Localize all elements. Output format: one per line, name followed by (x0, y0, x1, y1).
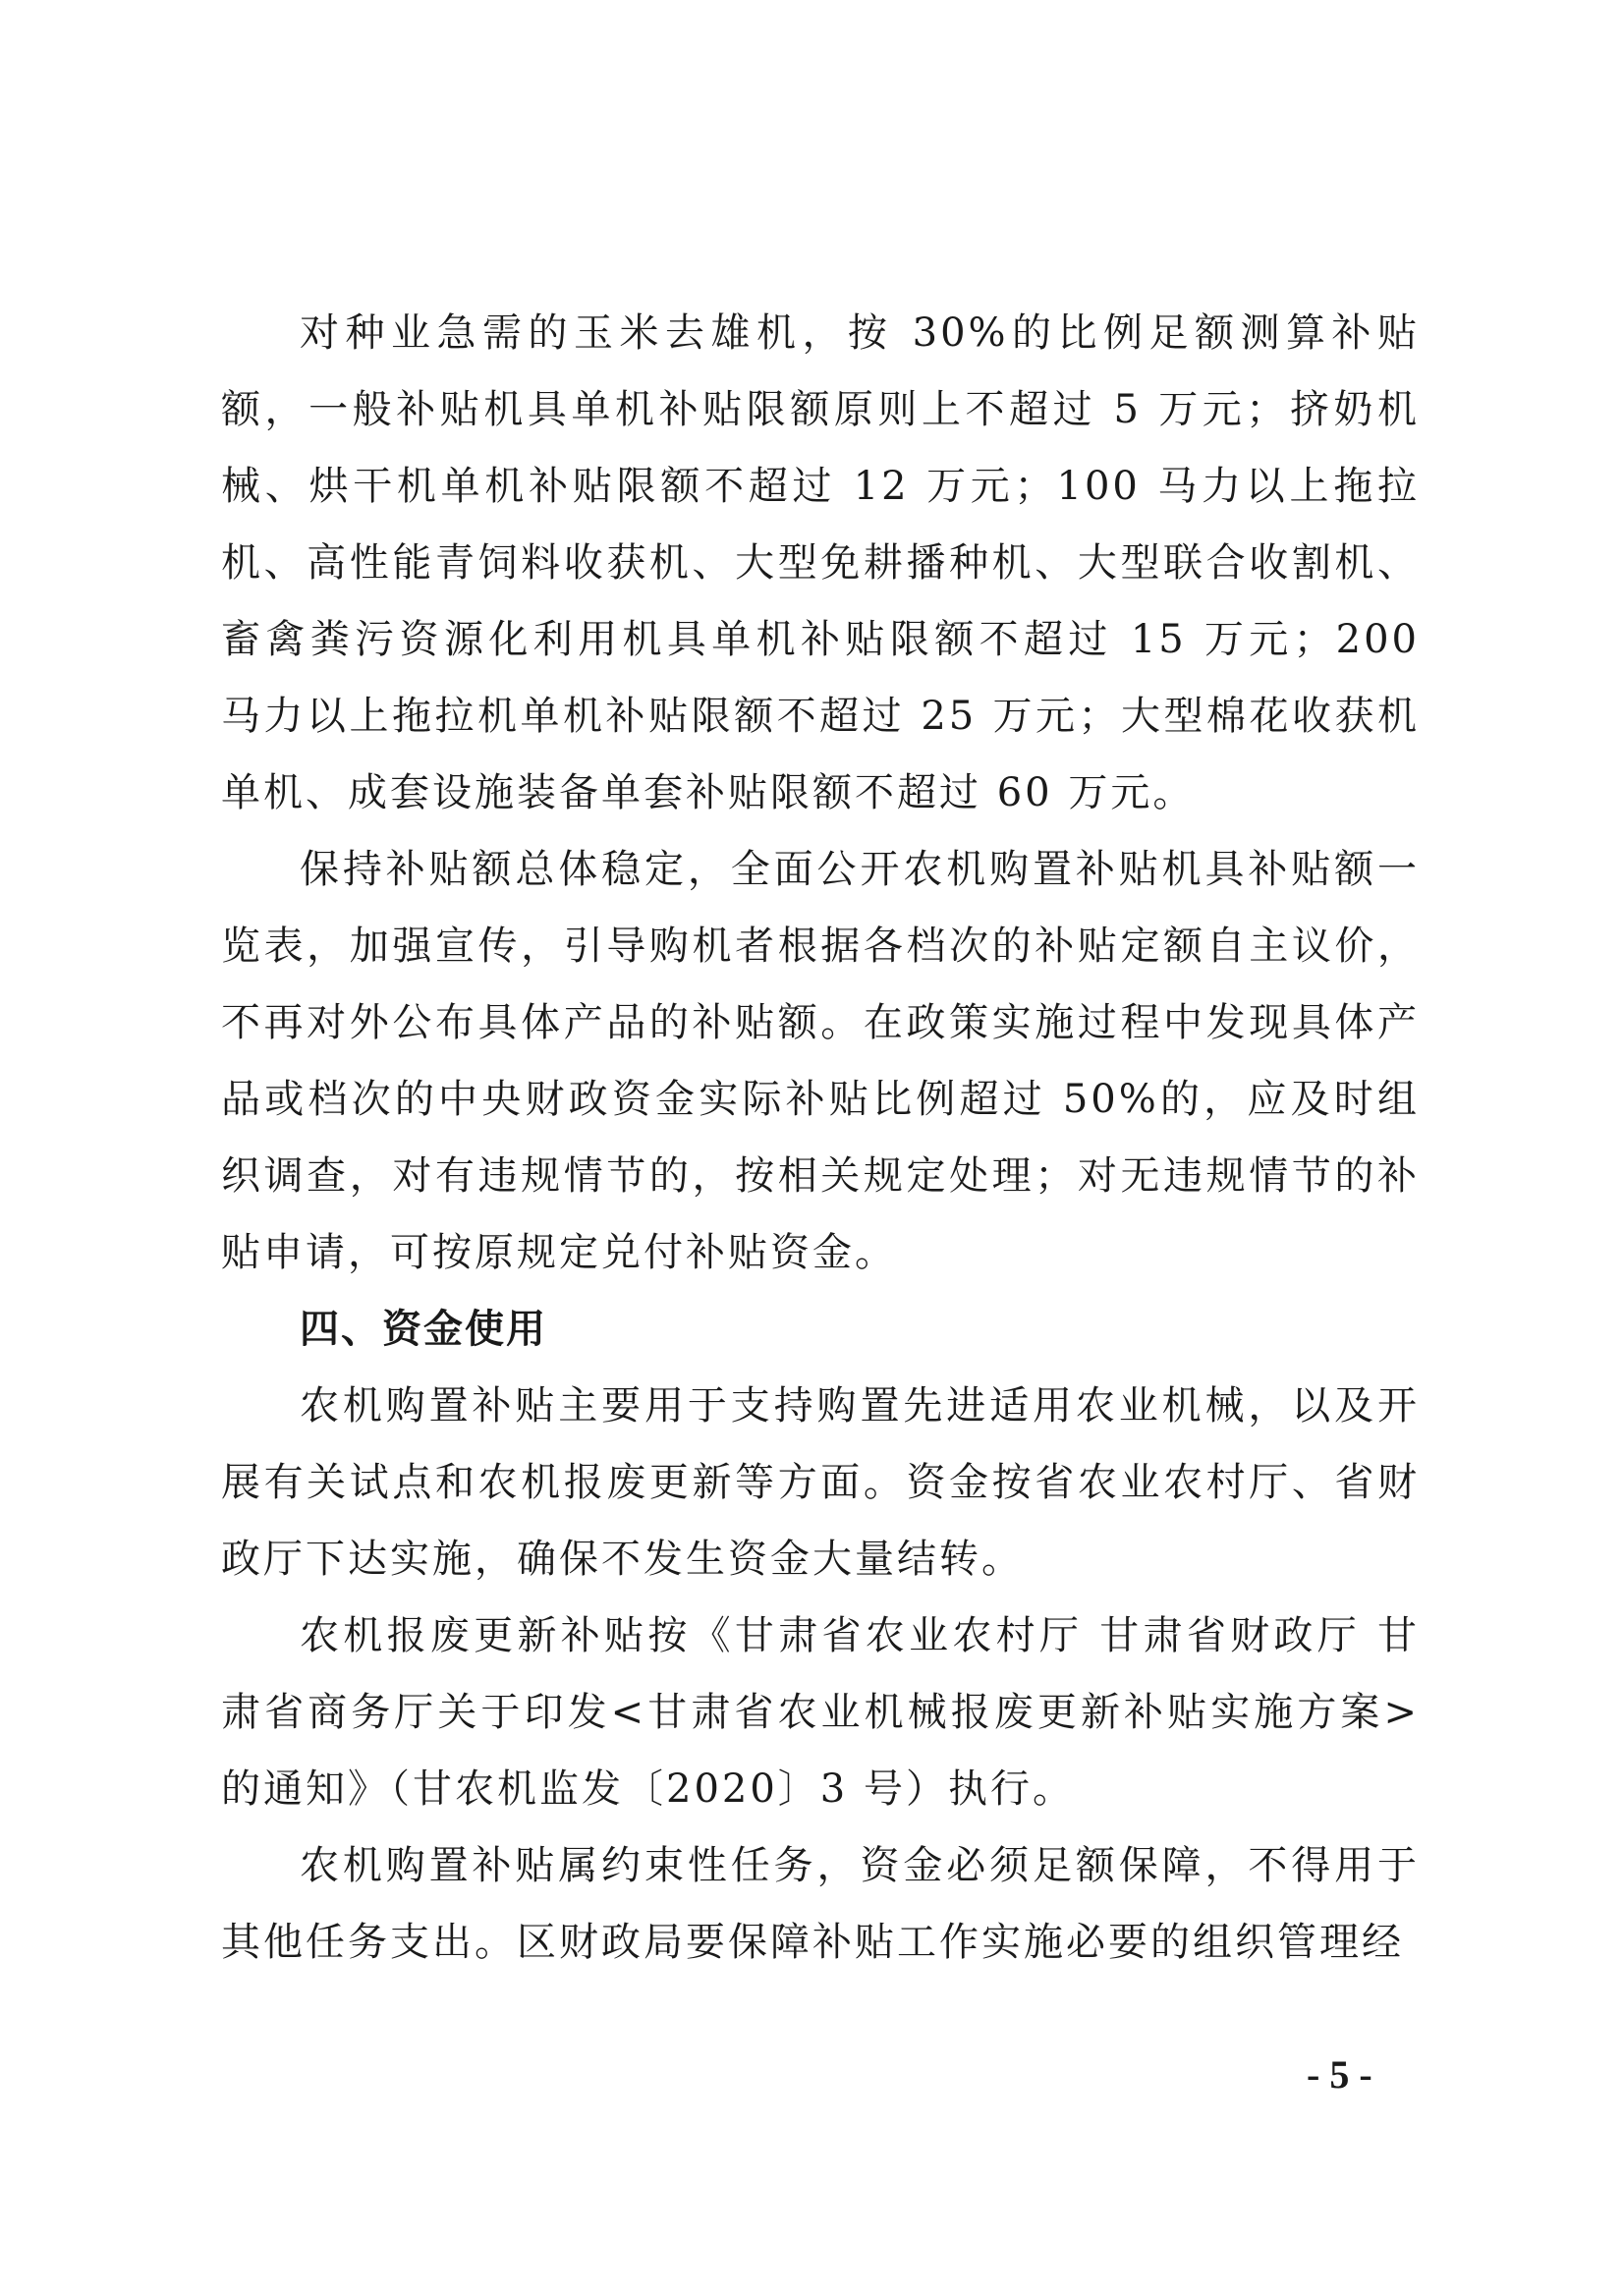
paragraph-scrapping-subsidy: 农机报废更新补贴按《甘肃省农业农村厅 甘肃省财政厅 甘肃省商务厅关于印发<甘肃省农业机械报废更新补贴实施方案>的通知》（甘农机监发〔2020〕3 号）执行。 (221, 1613, 1420, 1812)
paragraph-fund-purpose: 农机购置补贴主要用于支持购置先进适用农业机械，以及开展有关试点和农机报废更新等方面。资金按省农业农村厅、省财政厅下达实施，确保不发生资金大量结转。 (221, 1383, 1420, 1582)
section-heading-fund-usage: 四、资金使用 (300, 1307, 547, 1352)
paragraph-binding-task: 农机购置补贴属约束性任务，资金必须足额保障，不得用于其他任务支出。区财政局要保障补贴工作实施必要的组织管理经 (221, 1843, 1420, 1965)
paragraph-subsidy-limits: 对种业急需的玉米去雄机，按 30%的比例足额测算补贴额，一般补贴机具单机补贴限额原则上不超过 5 万元；挤奶机械、烘干机单机补贴限额不超过 12 万元；100 马力以上拖拉机、高性能青饲料收获机、大型免耕播种机、大型联合收割机、畜禽粪污资源化利用机具单机补贴限额不超过 15 万元；200 马力以上拖拉机单机补贴限额不超过 25 万元；大型棉花收获机单机、成套设施装备单套补贴限额不超过 60 万元。 (221, 310, 1420, 815)
page-number: - 5 - (1307, 2052, 1372, 2097)
paragraph-subsidy-stability: 保持补贴额总体稳定，全面公开农机购置补贴机具补贴额一览表，加强宣传，引导购机者根据各档次的补贴定额自主议价，不再对外公布具体产品的补贴额。在政策实施过程中发现具体产品或档次的中央财政资金实际补贴比例超过 50%的，应及时组织调查，对有违规情节的，按相关规定处理；对无违规情节的补贴申请，可按原规定兑付补贴资金。 (221, 847, 1420, 1275)
body-text (221, 295, 1420, 1981)
